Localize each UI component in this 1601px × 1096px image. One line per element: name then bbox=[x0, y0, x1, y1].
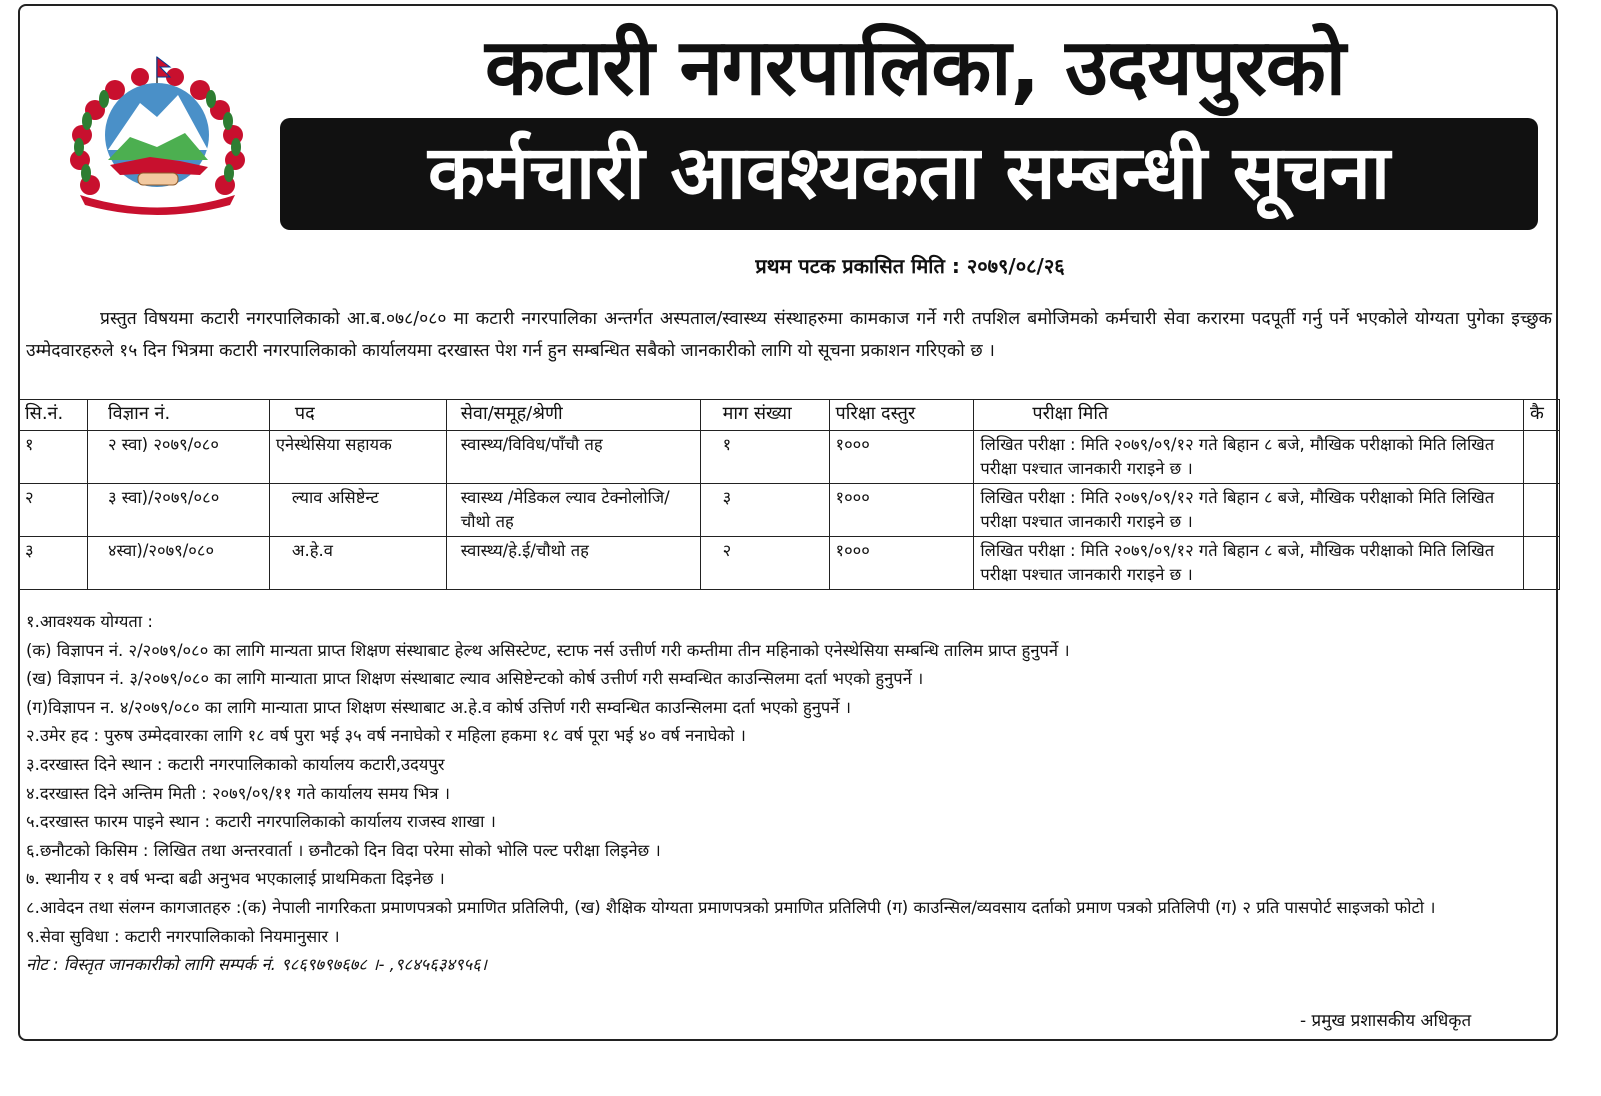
table-cell bbox=[1523, 484, 1559, 537]
published-date: प्रथम पटक प्रकासित मिति : २०७९/०८/२६ bbox=[755, 254, 1065, 278]
table-cell: ल्याव असिष्टेन्ट bbox=[269, 484, 446, 537]
table-cell: १००० bbox=[829, 537, 974, 590]
table-header-row bbox=[19, 400, 1560, 431]
requirement-item: (ख) विज्ञापन नं. ३/२०७९/०८० का लागि मान्याता प्राप्त शिक्षण संस्थाबाट ल्याव असिष्टेन्टको कोर्ष उत्तीर्ण गरी सम्वन्धित काउन्सिलमा दर्ता भएको हुनुपर्ने । bbox=[26, 669, 924, 689]
signer-title: - प्रमुख प्रशासकीय अधिकृत bbox=[1300, 1011, 1472, 1031]
column-header: कै bbox=[1523, 400, 1559, 431]
point-item: २.उमेर हद : पुरुष उम्मेदवारका लागि १८ वर्ष पुरा भई ३५ वर्ष ननाघेको र महिला हकमा १८ वर्ष पूरा भई ४० वर्ष ननाघेको । bbox=[26, 726, 746, 746]
column-header: सि.नं. bbox=[19, 400, 88, 431]
page-title: कटारी नगरपालिका, उदयपुरको bbox=[485, 23, 1345, 113]
table-cell: ३ bbox=[700, 484, 829, 537]
table-cell: १ bbox=[19, 431, 88, 484]
table-cell: स्वास्थ्य /मेडिकल ल्याव टेक्नोलोजि/चौथो तह bbox=[446, 484, 700, 537]
point-item: ८.आवेदन तथा संलग्न कागजातहरु :(क) नेपाली नागरिकता प्रमाणपत्रको प्रमाणित प्रतिलिपी, (ख) शैक्षिक योग्यता प्रमाणपत्रको प्रमाणित प्रतिलिपी (ग) काउन्सिल/व्यवसाय दर्ताको प्रमाण पत्रको प्रतिलिपी (ग) २ प्रति पासपोर्ट साइजको फोटो । bbox=[26, 897, 1436, 917]
column-header: परिक्षा दस्तुर bbox=[829, 400, 974, 431]
table-cell bbox=[1523, 537, 1559, 590]
table-cell: स्वास्थ्य/विविध/पाँचौ तह bbox=[446, 431, 700, 484]
column-header: विज्ञान नं. bbox=[87, 400, 269, 431]
table-cell: एनेस्थेसिया सहायक bbox=[269, 431, 446, 484]
point-item: ९.सेवा सुविधा : कटारी नगरपालिकाको नियमानुसार । bbox=[26, 926, 340, 946]
table-cell: स्वास्थ्य/हे.ई/चौथो तह bbox=[446, 537, 700, 590]
nepal-government-emblem-icon bbox=[60, 55, 255, 215]
column-header: माग संख्या bbox=[700, 400, 829, 431]
table-cell: २ bbox=[700, 537, 829, 590]
table-cell: अ.हे.व bbox=[269, 537, 446, 590]
intro-paragraph: प्रस्तुत विषयमा कटारी नगरपालिकाको आ.ब.०७८/०८० मा कटारी नगरपालिका अन्तर्गत अस्पताल/स्वास्थ्य संस्थाहरुमा कामकाज गर्ने गरी तपशिल बमोजिमको कर्मचारी सेवा करारमा पदपूर्ती गर्नु पर्ने भएकोले योग्यता पुगेका इच्छुक उम्मेदवारहरुले १५ दिन भित्रमा कटारी नगरपालिकाको कार्यालयमा दरखास्त पेश गर्न हुन सम्बन्धित सबैको जानकारीको लागि यो सूचना प्रकाशन गरिएको छ । bbox=[26, 309, 1552, 361]
table-cell: १००० bbox=[829, 431, 974, 484]
column-header: पद bbox=[269, 400, 446, 431]
table-cell: १००० bbox=[829, 484, 974, 537]
table-cell: लिखित परीक्षा : मिति २०७९/०९/१२ गते बिहान ८ बजे, मौखिक परीक्षाको मिति लिखित परीक्षा पश्चात जानकारी गराइने छ । bbox=[974, 484, 1524, 537]
table-cell: २ bbox=[19, 484, 88, 537]
requirement-item: (क) विज्ञापन नं. २/२०७९/०८० का लागि मान्यता प्राप्त शिक्षण संस्थाबाट हेल्थ असिस्टेण्ट, स्टाफ नर्स उत्तीर्ण गरी कम्तीमा तीन महिनाको एनेस्थेसिया सम्बन्धि तालिम प्राप्त हुनुपर्ने । bbox=[26, 640, 1070, 660]
column-header: सेवा/समूह/श्रेणी bbox=[446, 400, 700, 431]
table-cell: ४स्वा)/२०७९/०८० bbox=[87, 537, 269, 590]
table-cell bbox=[1523, 431, 1559, 484]
vacancy-table bbox=[18, 399, 1560, 590]
requirement-item: (ग)विज्ञापन न. ४/२०७९/०८० का लागि मान्याता प्राप्त शिक्षण संस्थाबाट अ.हे.व कोर्ष उत्तिर्ण गरी सम्वन्धित काउन्सिलमा दर्ता भएको हुनुपर्ने । bbox=[26, 697, 851, 717]
requirements-heading: १.आवश्यक योग्यता : bbox=[26, 612, 153, 631]
requirements-section bbox=[26, 608, 1552, 980]
point-item: ३.दरखास्त दिने स्थान : कटारी नगरपालिकाको कार्यालय कटारी,उदयपुर bbox=[26, 754, 445, 774]
point-item: ६.छनौटको किसिम : लिखित तथा अन्तरवार्ता । छनौटको दिन विदा परेमा सोको भोलि पल्ट परीक्षा लिइनेछ । bbox=[26, 840, 661, 860]
contact-note: नोट : विस्तृत जानकारीको लागि सम्पर्क नं. ९८६९७९७६७८ ।- ,९८४५६३४९५६। bbox=[26, 955, 487, 975]
table-cell: ३ स्वा)/२०७९/०८० bbox=[87, 484, 269, 537]
table-cell: लिखित परीक्षा : मिति २०७९/०९/१२ गते बिहान ८ बजे, मौखिक परीक्षाको मिति लिखित परीक्षा पश्चात जानकारी गराइने छ । bbox=[974, 431, 1524, 484]
table-row bbox=[19, 484, 1560, 537]
point-item: ४.दरखास्त दिने अन्तिम मिती : २०७९/०९/११ गते कार्यालय समय भित्र । bbox=[26, 783, 451, 803]
table-cell: लिखित परीक्षा : मिति २०७९/०९/१२ गते बिहान ८ बजे, मौखिक परीक्षाको मिति लिखित परीक्षा पश्चात जानकारी गराइने छ । bbox=[974, 537, 1524, 590]
table-row bbox=[19, 431, 1560, 484]
column-header: परीक्षा मिति bbox=[974, 400, 1524, 431]
point-item: ७. स्थानीय र १ वर्ष भन्दा बढी अनुभव भएकालाई प्राथमिकता दिइनेछ । bbox=[26, 869, 445, 889]
table-row bbox=[19, 537, 1560, 590]
point-item: ५.दरखास्त फारम पाइने स्थान : कटारी नगरपालिकाको कार्यालय राजस्व शाखा । bbox=[26, 812, 496, 832]
table-cell: ३ bbox=[19, 537, 88, 590]
table-cell: २ स्वा) २०७९/०८० bbox=[87, 431, 269, 484]
table-cell: १ bbox=[700, 431, 829, 484]
notice-subtitle: कर्मचारी आवश्यकता सम्बन्धी सूचना bbox=[280, 118, 1538, 230]
